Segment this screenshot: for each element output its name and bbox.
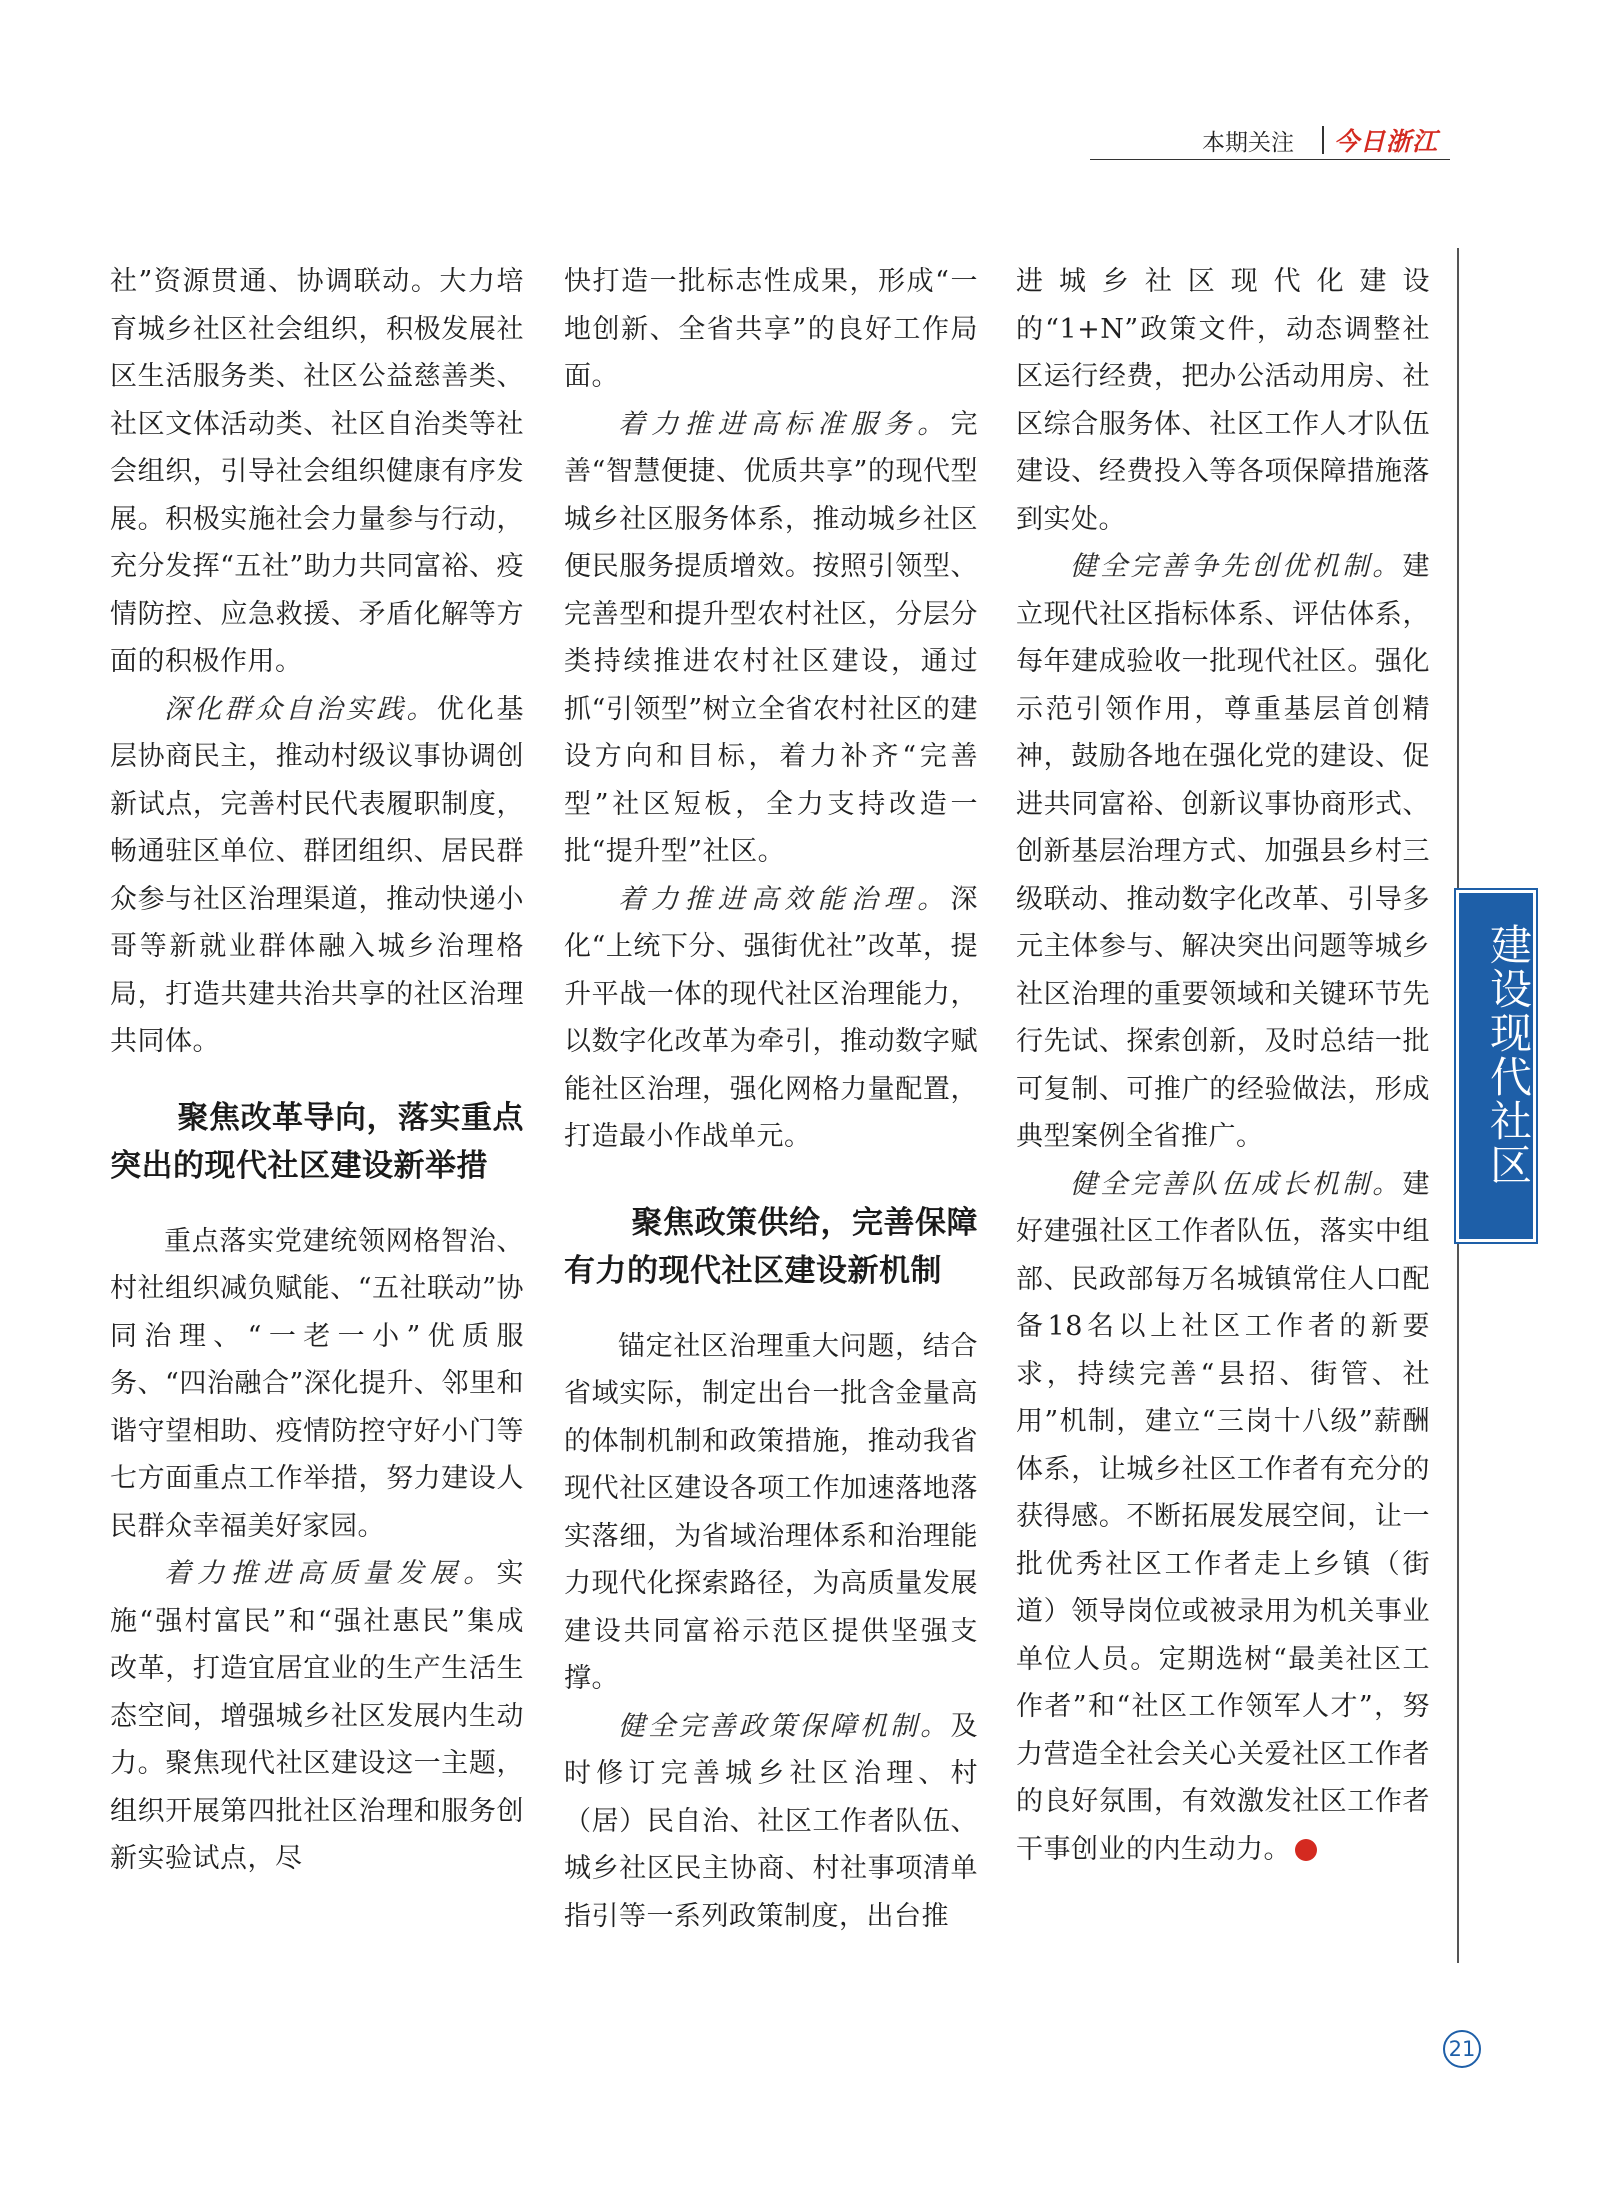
paragraph — [564, 1703, 978, 1941]
heading-line: 聚焦政策供给，完善保障 — [631, 1204, 978, 1241]
paragraph-body: 建好建强社区工作者队伍，落实中组部、民政部每万名城镇常住人口配备18名以上社区工作者的新要求，持续完善“县招、街管、社用”机制，建立“三岗十八级”薪酬体系，让城乡社区工作者有充分的获得感。不断拓展发展空间，让一批优秀社区工作者走上乡镇（街道）领导岗位或被录用为机关事业单位人员。定期选树“最美社区工作者”和“社区工作领军人才”，努力营造全社会关心关爱社区工作者的良好氛围，有效激发社区工作者干事创业的内生动力。 — [1016, 1168, 1430, 1865]
paragraph: 进城乡社区现代化建设的“1+N”政策文件，动态调整社区运行经费，把办公活动用房、社区综合服务体、社区工作人才队伍建设、经费投入等各项保障措施落到实处。 — [1016, 266, 1430, 535]
end-mark-icon — [1295, 1839, 1317, 1861]
paragraph: 锚定社区治理重大问题，结合省域实际，制定出台一批含金量高的体制机制和政策措施，推动我省现代社区建设各项工作加速落地落实落细，为省域治理体系和治理能力现代化探索路径，为高质量发展建设共同富裕示范区提供坚强支撑。 — [564, 1330, 978, 1694]
paragraph: 快打造一批标志性成果，形成“一地创新、全省共享”的良好工作局面。 — [564, 266, 978, 392]
paragraph-lead: 着力推进高标准服务。 — [618, 408, 951, 440]
paragraph — [110, 1550, 524, 1883]
paragraph: 重点落实党建统领网格智治、村社组织减负赋能、“五社联动”协同治理、“一老一小”优质服务、“四治融合”深化提升、邻里和谐守望相助、疫情防控守好小门等七方面重点工作举措，努力建设人民群众幸福美好家园。 — [110, 1225, 524, 1542]
paragraph-lead: 深化群众自治实践。 — [164, 693, 437, 725]
section-side-tab — [1456, 890, 1536, 1242]
heading-line: 有力的现代社区建设新机制 — [564, 1252, 942, 1289]
paragraph — [1016, 543, 1430, 1161]
heading-line: 聚焦改革导向，落实重点 — [177, 1099, 524, 1136]
paragraph-body: 完善“智慧便捷、优质共享”的现代型城乡社区服务体系，推动城乡社区便民服务提质增效。按照引领型、完善型和提升型农村社区，分层分类持续推进农村社区建设，通过抓“引领型”树立全省农村社区的建设方向和目标，着力补齐“完善型”社区短板，全力支持改造一批“提升型”社区。 — [564, 408, 978, 867]
paragraph-lead: 着力推进高效能治理。 — [618, 883, 951, 915]
article-column-3 — [1016, 258, 1430, 1873]
paragraph — [564, 401, 978, 876]
heading-line: 突出的现代社区建设新举措 — [110, 1147, 488, 1184]
article-column-1 — [110, 258, 524, 1883]
section-heading — [110, 1094, 524, 1190]
page-header — [1090, 122, 1480, 160]
paragraph — [1016, 1161, 1430, 1874]
paragraph-body: 及时修订完善城乡社区治理、村（居）民自治、社区工作者队伍、城乡社区民主协商、村社事项清单指引等一系列政策制度，出台推 — [564, 1710, 978, 1932]
section-label: 本期关注 — [1202, 130, 1294, 156]
paragraph — [564, 876, 978, 1161]
paragraph-lead: 健全完善政策保障机制。 — [618, 1710, 951, 1742]
paragraph-lead: 着力推进高质量发展。 — [164, 1558, 497, 1589]
paragraph-body: 优化基层协商民主，推动村级议事协调创新试点，完善村民代表履职制度，畅通驻区单位、群团组织、居民群众参与社区治理渠道，推动快递小哥等新就业群体融入城乡治理格局，打造共建共治共享的社区治理共同体。 — [110, 693, 525, 1057]
side-tab-label: 建设现代社区 — [1484, 923, 1533, 1187]
paragraph-body: 深化“上统下分、强街优社”改革，提升平战一体的现代社区治理能力，以数字化改革为牵引，推动数字赋能社区治理，强化网格力量配置，打造最小作战单元。 — [564, 883, 978, 1152]
paragraph-body: 实施“强村富民”和“强社惠民”集成改革，打造宜居宜业的生产生活生态空间，增强城乡社区发展内生动力。聚焦现代社区建设这一主题，组织开展第四批社区治理和服务创新实验试点，尽 — [110, 1558, 524, 1874]
magazine-logo: 今日浙江 — [1334, 127, 1439, 156]
paragraph-body: 建立现代社区指标体系、评估体系，每年建成验收一批现代社区。强化示范引领作用，尊重基层首创精神，鼓励各地在强化党的建设、促进共同富裕、创新议事协商形式、创新基层治理方式、加强县乡村三级联动、推动数字化改革、引导多元主体参与、解决突出问题等城乡社区治理的重要领域和关键环节先行先试、探索创新，及时总结一批可复制、可推广的经验做法，形成典型案例全省推广。 — [1016, 551, 1430, 1152]
paragraph-lead: 健全完善争先创优机制。 — [1070, 551, 1403, 582]
paragraph: 社”资源贯通、协调联动。大力培育城乡社区社会组织，积极发展社区生活服务类、社区公益慈善类、社区文体活动类、社区自治类等社会组织，引导社会组织健康有序发展。积极实施社会力量参与行动，充分发挥“五社”助力共同富裕、疫情防控、应急救援、矛盾化解等方面的积极作用。 — [110, 266, 524, 677]
page-number: 21 — [1443, 2030, 1481, 2068]
article-column-2 — [564, 258, 978, 1940]
section-heading — [564, 1199, 978, 1295]
paragraph-lead: 健全完善队伍成长机制。 — [1070, 1168, 1403, 1200]
header-rule — [1090, 159, 1450, 160]
header-divider — [1322, 126, 1324, 154]
paragraph — [110, 686, 524, 1066]
